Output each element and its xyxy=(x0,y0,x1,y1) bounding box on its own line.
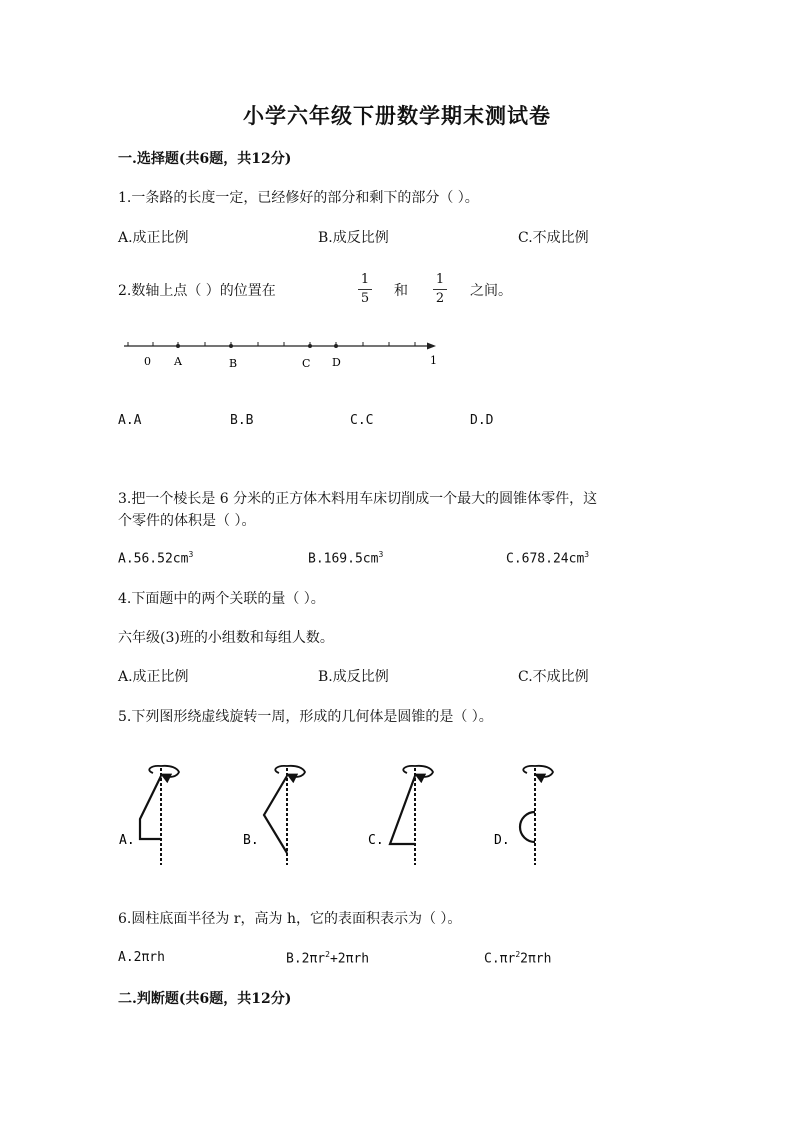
figure-a-label: A. xyxy=(119,833,135,848)
question-4-option-a[interactable]: A.成正比例 xyxy=(118,669,189,685)
number-line-ticks xyxy=(128,342,415,346)
fraction-numerator: 1 xyxy=(360,272,370,287)
question-3-line-1: 3.把一个棱长是 6 分米的正方体木料用车床切削成一个最大的圆锥体零件，这 xyxy=(118,491,598,507)
point-a-dot xyxy=(176,344,180,348)
question-6-option-b[interactable]: $B.2\pi r^2+2\pi rh$ xyxy=(286,950,370,967)
figure-b xyxy=(243,766,305,865)
page-title: 小学六年级下册数学期末测试卷 xyxy=(243,103,551,128)
fraction-one-fifth xyxy=(358,272,372,307)
point-b-dot xyxy=(229,344,233,348)
figure-c-shape xyxy=(390,776,415,844)
number-line-label-b: B xyxy=(229,357,238,370)
number-line-label-1: 1 xyxy=(430,354,437,367)
section-2-heading: 二.判断题(共6题，共12分) xyxy=(118,991,292,1007)
question-2-option-b[interactable]: B.B xyxy=(230,413,254,428)
question-2-middle: 和 xyxy=(394,283,408,299)
number-line-arrow xyxy=(427,343,436,350)
rotation-arrow-icon xyxy=(403,766,433,777)
question-3-option-b[interactable]: $B.169.5cm^3$ xyxy=(308,550,384,567)
point-c-dot xyxy=(308,344,312,348)
question-3-option-c[interactable]: $C.678.24cm^3$ xyxy=(506,550,590,567)
question-2-option-a[interactable]: A.A xyxy=(118,413,142,428)
figure-b-shape xyxy=(264,776,287,853)
number-line-label-d: D xyxy=(332,356,341,369)
question-5-figures xyxy=(115,760,575,870)
question-4-context: 六年级(3)班的小组数和每组人数。 xyxy=(118,630,334,646)
question-1-option-b[interactable]: B.成反比例 xyxy=(318,230,389,246)
question-1-text: 1.一条路的长度一定，已经修好的部分和剩下的部分（ ）。 xyxy=(118,190,479,206)
question-3-line-2: 个零件的体积是（ ）。 xyxy=(118,513,256,529)
question-2-option-c[interactable]: C.C xyxy=(350,413,374,428)
question-1-option-a[interactable]: A.成正比例 xyxy=(118,230,189,246)
question-1-option-c[interactable]: C.不成比例 xyxy=(518,230,589,246)
fraction-one-half xyxy=(433,272,447,307)
number-line-label-0: 0 xyxy=(144,355,151,368)
question-2-option-d[interactable]: D.D xyxy=(470,413,494,428)
fraction-denominator: 2 xyxy=(435,291,445,306)
fraction-numerator: 1 xyxy=(435,272,445,287)
rotation-arrow-icon xyxy=(523,766,553,777)
figure-a-shape xyxy=(140,776,161,839)
section-1-heading: 一.选择题(共6题，共12分) xyxy=(118,151,292,167)
question-2-prefix: 2.数轴上点（ ）的位置在 xyxy=(118,283,276,299)
question-5-text: 5.下列图形绕虚线旋转一周，形成的几何体是圆锥的是（ ）。 xyxy=(118,709,493,725)
number-line xyxy=(118,335,448,375)
rotation-arrow-icon xyxy=(275,766,305,777)
figure-b-label: B. xyxy=(243,833,259,848)
number-line-label-c: C xyxy=(302,357,311,370)
question-3-option-a[interactable]: $A.56.52cm^3$ xyxy=(118,550,194,567)
question-6-text: 6.圆柱底面半径为 r，高为 h，它的表面积表示为（ ）。 xyxy=(118,911,462,927)
figure-c-label: C. xyxy=(368,833,384,848)
number-line-label-a: A xyxy=(174,355,182,368)
figure-c xyxy=(368,766,433,865)
figure-a xyxy=(119,766,179,865)
question-2-suffix: 之间。 xyxy=(470,283,512,299)
rotation-arrow-icon xyxy=(149,766,179,777)
question-4-text: 4.下面题中的两个关联的量（ ）。 xyxy=(118,591,325,607)
figure-d xyxy=(494,766,553,865)
question-4-option-c[interactable]: C.不成比例 xyxy=(518,669,589,685)
point-d-dot xyxy=(334,344,338,348)
question-6-option-c[interactable]: $C.\pi r^22\pi rh$ xyxy=(484,950,552,967)
question-6-option-a[interactable]: A.2πrh xyxy=(118,950,165,965)
figure-d-shape xyxy=(520,812,535,842)
figure-d-label: D. xyxy=(494,833,510,848)
fraction-denominator: 5 xyxy=(360,291,370,306)
question-4-option-b[interactable]: B.成反比例 xyxy=(318,669,389,685)
